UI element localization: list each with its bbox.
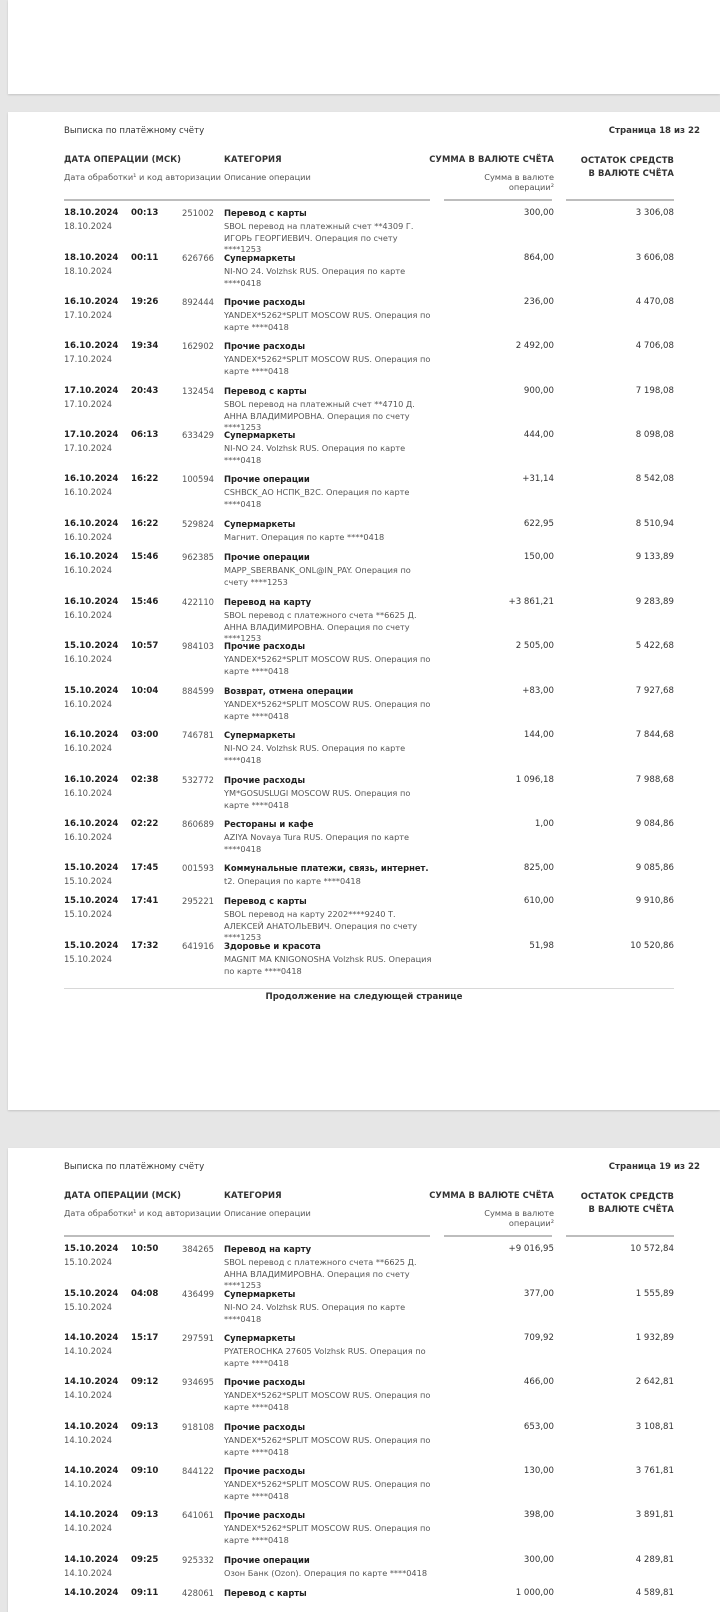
description: YANDEX*5262*SPLIT MOSCOW RUS. Операция по карте ****0418 [224, 1435, 431, 1457]
balance-header-line-1: ОСТАТОК СРЕДСТВ [580, 1191, 674, 1201]
operation-date: 16.10.2024 [64, 730, 119, 740]
processing-date: 15.10.2024 [64, 1257, 112, 1267]
balance: 1 555,89 [635, 1289, 674, 1299]
authorization-code: 436499 [182, 1289, 214, 1299]
amount: 1 000,00 [515, 1588, 554, 1598]
category: Перевод с карты [224, 1588, 307, 1598]
balance: 7 198,08 [635, 386, 674, 396]
authorization-code: 100594 [182, 474, 214, 484]
authorization-code: 532772 [182, 775, 214, 785]
balance: 10 520,86 [630, 941, 674, 951]
operation-date: 14.10.2024 [64, 1555, 119, 1565]
amount: 610,00 [523, 896, 554, 906]
operation-date: 14.10.2024 [64, 1377, 119, 1387]
operation-time: 09:25 [131, 1555, 159, 1565]
operation-date: 16.10.2024 [64, 552, 119, 562]
description: YANDEX*5262*SPLIT MOSCOW RUS. Операция по карте ****0418 [224, 699, 431, 721]
amount-sub-line-2: операции² [508, 182, 554, 192]
authorization-code: 626766 [182, 253, 214, 263]
category: Прочие операции [224, 552, 310, 562]
operation-time: 03:00 [131, 730, 159, 740]
statement-title: Выписка по платёжному счёту [64, 126, 205, 136]
balance: 4 470,08 [635, 297, 674, 307]
description: MAGNIT MA KNIGONOSHA Volzhsk RUS. Операция по карте ****0418 [224, 954, 432, 976]
operation-date: 14.10.2024 [64, 1466, 119, 1476]
statement-title: Выписка по платёжному счёту [64, 1162, 205, 1172]
amount: 144,00 [523, 730, 554, 740]
balance-column-header [581, 154, 674, 180]
category: Прочие операции [224, 474, 310, 484]
statement-page-18 [8, 112, 720, 1110]
amount-sub-line-2: операции² [508, 1218, 554, 1228]
operation-time: 09:10 [131, 1466, 159, 1476]
category: Возврат, отмена операции [224, 686, 354, 696]
operation-time: 09:12 [131, 1377, 159, 1387]
operation-date: 15.10.2024 [64, 1289, 119, 1299]
description: YANDEX*5262*SPLIT MOSCOW RUS. Операция по карте ****0418 [224, 354, 431, 376]
category: Супермаркеты [224, 1333, 296, 1343]
category: Прочие расходы [224, 775, 306, 785]
balance: 3 761,81 [635, 1466, 674, 1476]
header-rule-amount [444, 199, 552, 201]
date-column-subheader: Дата обработки¹ и код авторизации [64, 1208, 221, 1218]
category: Перевод с карты [224, 896, 307, 906]
header-rule-left [64, 1235, 430, 1237]
operation-time: 17:41 [131, 896, 159, 906]
amount-sub-line-1: Сумма в валюте [484, 172, 554, 182]
description: AZIYA Novaya Tura RUS. Операция по карте ****0418 [224, 832, 410, 854]
amount: 825,00 [523, 863, 554, 873]
description: YANDEX*5262*SPLIT MOSCOW RUS. Операция по карте ****0418 [224, 654, 431, 676]
authorization-code: 295221 [182, 896, 214, 906]
balance: 4 289,81 [635, 1555, 674, 1565]
description: PYATEROCHKA 27605 Volzhsk RUS. Операция по карте ****0418 [224, 1346, 426, 1368]
amount: +31,14 [522, 474, 554, 484]
processing-date: 15.10.2024 [64, 909, 112, 919]
category: Супермаркеты [224, 1289, 296, 1299]
operation-time: 09:13 [131, 1422, 159, 1432]
amount: +3 861,21 [508, 597, 554, 607]
operation-time: 00:11 [131, 253, 159, 263]
amount: 2 505,00 [515, 641, 554, 651]
operation-date: 14.10.2024 [64, 1510, 119, 1520]
processing-date: 17.10.2024 [64, 310, 112, 320]
statement-page-19 [8, 1148, 720, 1612]
operation-time: 15:17 [131, 1333, 159, 1343]
category-column-header: КАТЕГОРИЯ [224, 154, 282, 164]
operation-date: 18.10.2024 [64, 208, 119, 218]
header-rule-balance [566, 1235, 674, 1237]
processing-date: 14.10.2024 [64, 1523, 112, 1533]
operation-time: 10:57 [131, 641, 159, 651]
processing-date: 17.10.2024 [64, 443, 112, 453]
balance-header-line-2: В ВАЛЮТЕ СЧЁТА [588, 168, 674, 178]
operation-time: 17:32 [131, 941, 159, 951]
processing-date: 18.10.2024 [64, 221, 112, 231]
operation-date: 15.10.2024 [64, 863, 119, 873]
description: Магнит. Операция по карте ****0418 [224, 532, 385, 542]
description: NI-NO 24. Volzhsk RUS. Операция по карте ****0418 [224, 1302, 406, 1324]
category: Прочие расходы [224, 297, 306, 307]
processing-date: 17.10.2024 [64, 399, 112, 409]
category: Прочие расходы [224, 1510, 306, 1520]
amount: 1,00 [534, 819, 554, 829]
amount-column-subheader [484, 172, 554, 192]
amount-column-header: СУММА В ВАЛЮТЕ СЧЁТА [429, 154, 554, 164]
processing-date: 14.10.2024 [64, 1435, 112, 1445]
category: Прочие расходы [224, 1466, 306, 1476]
processing-date: 14.10.2024 [64, 1479, 112, 1489]
operation-date: 16.10.2024 [64, 341, 119, 351]
description: NI-NO 24. Volzhsk RUS. Операция по карте ****0418 [224, 443, 406, 465]
processing-date: 14.10.2024 [64, 1390, 112, 1400]
amount: 377,00 [523, 1289, 554, 1299]
description: CSHBCK_АО НСПК_B2C. Операция по карте ****0418 [224, 487, 410, 509]
balance: 5 422,68 [635, 641, 674, 651]
processing-date: 16.10.2024 [64, 532, 112, 542]
authorization-code: 746781 [182, 730, 214, 740]
amount: 709,92 [523, 1333, 554, 1343]
operation-time: 06:13 [131, 430, 159, 440]
description: YANDEX*5262*SPLIT MOSCOW RUS. Операция по карте ****0418 [224, 310, 431, 332]
operation-time: 16:22 [131, 474, 159, 484]
amount: 622,95 [523, 519, 554, 529]
operation-date: 16.10.2024 [64, 775, 119, 785]
balance: 9 133,89 [635, 552, 674, 562]
authorization-code: 934695 [182, 1377, 214, 1387]
header-rule-left [64, 199, 430, 201]
category: Перевод на карту [224, 1244, 312, 1254]
operation-time: 16:22 [131, 519, 159, 529]
balance: 8 542,08 [635, 474, 674, 484]
balance: 3 306,08 [635, 208, 674, 218]
description: t2. Операция по карте ****0418 [224, 876, 361, 886]
category-column-subheader: Описание операции [224, 172, 311, 182]
balance: 8 098,08 [635, 430, 674, 440]
authorization-code: 844122 [182, 1466, 214, 1476]
operation-date: 16.10.2024 [64, 297, 119, 307]
balance: 9 085,86 [635, 863, 674, 873]
operation-date: 15.10.2024 [64, 641, 119, 651]
amount: 653,00 [523, 1422, 554, 1432]
description: SBOL перевод на карту 2202****9240 Т. АЛЕКСЕЙ АНАТОЛЬЕВИЧ. Операция по счету ****1253 [224, 909, 418, 942]
amount-sub-line-1: Сумма в валюте [484, 1208, 554, 1218]
category: Супермаркеты [224, 519, 296, 529]
category: Перевод с карты [224, 208, 307, 218]
operation-time: 15:46 [131, 552, 159, 562]
description: YM*GOSUSLUGI MOSCOW RUS. Операция по карте ****0418 [224, 788, 411, 810]
description: SBOL перевод с платежного счета **6625 Д. АННА ВЛАДИМИРОВНА. Операция по счету ****1253 [224, 610, 417, 643]
operation-time: 19:34 [131, 341, 159, 351]
authorization-code: 962385 [182, 552, 214, 562]
category: Прочие расходы [224, 1422, 306, 1432]
authorization-code: 892444 [182, 297, 214, 307]
amount-column-header: СУММА В ВАЛЮТЕ СЧЁТА [429, 1190, 554, 1200]
description: YANDEX*5262*SPLIT MOSCOW RUS. Операция по карте ****0418 [224, 1523, 431, 1545]
category-column-subheader: Описание операции [224, 1208, 311, 1218]
operation-time: 09:11 [131, 1588, 159, 1598]
operation-date: 15.10.2024 [64, 1244, 119, 1254]
category: Рестораны и кафе [224, 819, 314, 829]
operation-time: 02:22 [131, 819, 159, 829]
processing-date: 16.10.2024 [64, 487, 112, 497]
description: SBOL перевод на платежный счет **4710 Д. АННА ВЛАДИМИРОВНА. Операция по счету ****1253 [224, 399, 415, 432]
authorization-code: 132454 [182, 386, 214, 396]
operation-date: 15.10.2024 [64, 686, 119, 696]
processing-date: 16.10.2024 [64, 788, 112, 798]
operation-time: 02:38 [131, 775, 159, 785]
balance: 10 572,84 [630, 1244, 674, 1254]
operation-date: 15.10.2024 [64, 896, 119, 906]
operation-time: 15:46 [131, 597, 159, 607]
balance: 3 891,81 [635, 1510, 674, 1520]
amount: 236,00 [523, 297, 554, 307]
processing-date: 18.10.2024 [64, 266, 112, 276]
amount: 444,00 [523, 430, 554, 440]
processing-date: 16.10.2024 [64, 699, 112, 709]
authorization-code: 918108 [182, 1422, 214, 1432]
category: Супермаркеты [224, 253, 296, 263]
page-number: Страница 19 из 22 [608, 1162, 700, 1172]
balance: 9 283,89 [635, 597, 674, 607]
authorization-code: 641061 [182, 1510, 214, 1520]
operation-time: 10:50 [131, 1244, 159, 1254]
amount-column-subheader [484, 1208, 554, 1228]
continue-notice: Продолжение на следующей странице [265, 992, 463, 1002]
balance: 7 988,68 [635, 775, 674, 785]
operation-time: 04:08 [131, 1289, 159, 1299]
description: YANDEX*5262*SPLIT MOSCOW RUS. Операция по карте ****0418 [224, 1479, 431, 1501]
processing-date: 16.10.2024 [64, 654, 112, 664]
processing-date: 14.10.2024 [64, 1346, 112, 1356]
description: NI-NO 24. Volzhsk RUS. Операция по карте ****0418 [224, 743, 406, 765]
category: Прочие операции [224, 1555, 310, 1565]
balance: 4 706,08 [635, 341, 674, 351]
description: SBOL перевод на платежный счет **4309 Г. ИГОРЬ ГЕОРГИЕВИЧ. Операция по счету ****1253 [224, 221, 414, 254]
operation-time: 00:13 [131, 208, 159, 218]
balance: 3 606,08 [635, 253, 674, 263]
authorization-code: 251002 [182, 208, 214, 218]
amount: +83,00 [522, 686, 554, 696]
balance: 3 108,81 [635, 1422, 674, 1432]
authorization-code: 984103 [182, 641, 214, 651]
category: Перевод на карту [224, 597, 312, 607]
operation-date: 16.10.2024 [64, 597, 119, 607]
amount: 466,00 [523, 1377, 554, 1387]
category-column-header: КАТЕГОРИЯ [224, 1190, 282, 1200]
balance: 4 589,81 [635, 1588, 674, 1598]
processing-date: 15.10.2024 [64, 1302, 112, 1312]
processing-date: 15.10.2024 [64, 954, 112, 964]
amount: 2 492,00 [515, 341, 554, 351]
balance: 7 927,68 [635, 686, 674, 696]
authorization-code: 529824 [182, 519, 214, 529]
description: YANDEX*5262*SPLIT MOSCOW RUS. Операция по карте ****0418 [224, 1390, 431, 1412]
balance: 8 510,94 [635, 519, 674, 529]
description: Озон Банк (Ozon). Операция по карте ****0418 [224, 1568, 428, 1578]
date-column-subheader: Дата обработки¹ и код авторизации [64, 172, 221, 182]
operation-date: 14.10.2024 [64, 1422, 119, 1432]
operation-date: 16.10.2024 [64, 519, 119, 529]
authorization-code: 860689 [182, 819, 214, 829]
authorization-code: 633429 [182, 430, 214, 440]
previous-page [8, 0, 720, 94]
authorization-code: 428061 [182, 1588, 214, 1598]
processing-date: 16.10.2024 [64, 565, 112, 575]
category: Здоровье и красота [224, 941, 321, 951]
amount: 900,00 [523, 386, 554, 396]
operation-date: 14.10.2024 [64, 1588, 119, 1598]
amount: 864,00 [523, 253, 554, 263]
processing-date: 17.10.2024 [64, 354, 112, 364]
balance: 2 642,81 [635, 1377, 674, 1387]
category: Супермаркеты [224, 430, 296, 440]
balance: 1 932,89 [635, 1333, 674, 1343]
page-number: Страница 18 из 22 [608, 126, 700, 136]
date-column-header: ДАТА ОПЕРАЦИИ (МСК) [64, 154, 182, 164]
operation-time: 19:26 [131, 297, 159, 307]
amount: 150,00 [523, 552, 554, 562]
operation-time: 09:13 [131, 1510, 159, 1520]
operation-date: 17.10.2024 [64, 386, 119, 396]
amount: +9 016,95 [508, 1244, 554, 1254]
processing-date: 16.10.2024 [64, 743, 112, 753]
operation-date: 18.10.2024 [64, 253, 119, 263]
authorization-code: 925332 [182, 1555, 214, 1565]
description: SBOL перевод с платежного счета **6625 Д. АННА ВЛАДИМИРОВНА. Операция по счету ****1253 [224, 1257, 417, 1290]
processing-date: 14.10.2024 [64, 1568, 112, 1578]
authorization-code: 001593 [182, 863, 214, 873]
operation-date: 17.10.2024 [64, 430, 119, 440]
balance: 9 910,86 [635, 896, 674, 906]
authorization-code: 297591 [182, 1333, 214, 1343]
category: Прочие расходы [224, 1377, 306, 1387]
operation-date: 14.10.2024 [64, 1333, 119, 1343]
description: NI-NO 24. Volzhsk RUS. Операция по карте ****0418 [224, 266, 406, 288]
balance: 7 844,68 [635, 730, 674, 740]
description: MAPP_SBERBANK_ONL@IN_PAY. Операция по счету ****1253 [224, 565, 411, 587]
operation-date: 16.10.2024 [64, 474, 119, 484]
amount: 300,00 [523, 208, 554, 218]
footer-divider [64, 988, 674, 989]
header-rule-amount [444, 1235, 552, 1237]
balance-header-line-1: ОСТАТОК СРЕДСТВ [580, 155, 674, 165]
processing-date: 16.10.2024 [64, 610, 112, 620]
authorization-code: 884599 [182, 686, 214, 696]
operation-time: 17:45 [131, 863, 159, 873]
amount: 300,00 [523, 1555, 554, 1565]
operation-time: 20:43 [131, 386, 159, 396]
amount: 51,98 [529, 941, 554, 951]
category: Коммунальные платежи, связь, интернет. [224, 863, 429, 873]
balance-column-header [581, 1190, 674, 1216]
category: Перевод с карты [224, 386, 307, 396]
category: Прочие расходы [224, 341, 306, 351]
operation-time: 10:04 [131, 686, 159, 696]
authorization-code: 384265 [182, 1244, 214, 1254]
authorization-code: 422110 [182, 597, 214, 607]
header-rule-balance [566, 199, 674, 201]
category: Супермаркеты [224, 730, 296, 740]
processing-date: 15.10.2024 [64, 876, 112, 886]
operation-date: 15.10.2024 [64, 941, 119, 951]
balance: 9 084,86 [635, 819, 674, 829]
authorization-code: 641916 [182, 941, 214, 951]
processing-date: 16.10.2024 [64, 832, 112, 842]
authorization-code: 162902 [182, 341, 214, 351]
amount: 130,00 [523, 1466, 554, 1476]
operation-date: 16.10.2024 [64, 819, 119, 829]
category: Прочие расходы [224, 641, 306, 651]
balance-header-line-2: В ВАЛЮТЕ СЧЁТА [588, 1204, 674, 1214]
amount: 1 096,18 [515, 775, 554, 785]
date-column-header: ДАТА ОПЕРАЦИИ (МСК) [64, 1190, 182, 1200]
amount: 398,00 [523, 1510, 554, 1520]
